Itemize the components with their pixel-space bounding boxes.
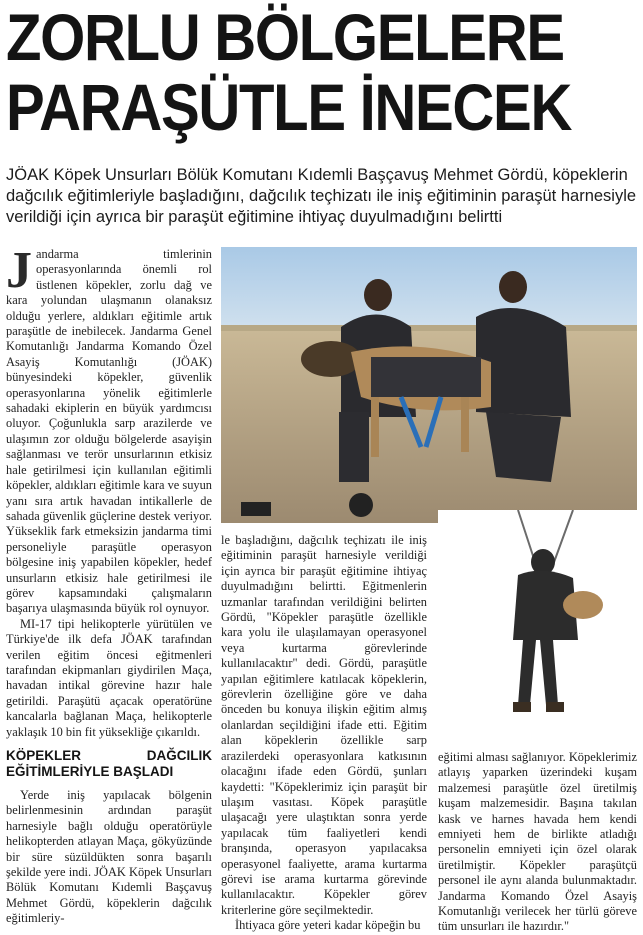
main-photo bbox=[221, 247, 637, 523]
column-left bbox=[6, 242, 212, 927]
column-right bbox=[438, 750, 637, 935]
headline-line-1: ZORLU BÖLGELERE bbox=[6, 0, 564, 74]
left-paragraph-2: MI-17 tipi helikopterle yürütülen ve Türkiye'de ilk defa JÖAK tarafından verilen eğitim öncesi eğitmenleri tarafından ekipmanları giydirilen Maça, havadan intikal görevine hazır hale getirildi. Paraşütü açacak operatörüne kancalarla bağlanan Maça, helikopterle yaklaşık 10 bin fit yüksekliğe çıkarıldı. bbox=[6, 616, 212, 739]
inset-photo bbox=[438, 510, 637, 743]
left-paragraph-3: Yerde iniş yapılacak bölgenin belirlenmesinin ardından paraşüt harnesiyle bağlı olduğu operatörüyle helikopterden atlayan Maça, gökyüzünde bir süre süzüldükten sonra başarılı şekilde yere indi. JÖAK Köpek Unsurları Bölük Komutanı Kıdemli Başçavuş Mehmet Gördü, köpeklerin dağcılık eğitimleriy- bbox=[6, 788, 212, 926]
left-paragraph-1: andarma timlerinin operasyonlarında önemli rol üstlenen köpekler, zorlu dağ ve kara yolundan ulaşmanın olanaksız olduğu yerlere, aldıkları eğitimle artık paraşütle de inebilecek. Jandarma Genel Komutanlığı Jandarma Komando Özel Asayiş Komutanlığı (JÖAK) bünyesindeki köpekler, güvenlik operasyonlarına yönelik eğitimlerle sahadaki ekiplerin en büyük yardımcısı oluyor. Çoğunlukla sarp arazilerde ve ulaşımın zor olduğu bölgelerde asayişin sağlanması ve terör unsurlarının etkisiz hale getirilmesi için kullanılan eğitimli köpekler, aldıkları eğitimle kara ve suyun yanı sıra artık havadan intikallerle de sahada güvenlik güçlerine destek veriyor. Yükseklik fark etmeksizin jandarma timi personeliyle paraşütle operasyon bölgesine iniş yapabilen köpekler, hedef unsurların etkisiz hale getirilmesi ile görev kapsamındaki çalışmaların başarıya ulaşmasında büyük rol oynuyor. bbox=[6, 247, 212, 616]
middle-paragraph-2: İhtiyaca göre yeteri kadar köpeğin bu bbox=[235, 918, 421, 933]
right-paragraph-1: eğitimi alması sağlanıyor. Köpeklerimiz atlayış yaparken üzerindeki kuşam malzemesi paraşütle özel üretilmiş kuşam malzemesidir. Başına takılan kask ve harnes havada hem kendi emniyeti hem de birlikte atladığı personelin emniyeti için özel olarak üretilmiştir. Köpekler paraşütçü personel ile aynı alanda bulunmaktadır. Jandarma Komando Özel Asayiş Komutanlığı verilecek her türlü göreve tüm unsurları ile hazırdır." bbox=[438, 750, 637, 934]
headline-line-2: PARAŞÜTLE İNECEK bbox=[6, 70, 572, 144]
dropcap: J bbox=[6, 242, 32, 299]
headline bbox=[6, 0, 572, 144]
column-middle bbox=[221, 533, 427, 934]
subheading: KÖPEKLER DAĞCILIK EĞİTİMLERİYLE BAŞLADI bbox=[6, 748, 212, 779]
spot-text: JÖAK Köpek Unsurları Bölük Komutanı Kıdemli Başçavuş Mehmet Gördü, köpeklerin dağcılık eğitimleriyle başladığını, dağcılık teçhizatı ile iniş eğitiminin paraşüt harnesiyle verildiği için ayrıca bir paraşüt eğitimine ihtiyaç duyulmadığını belirtti bbox=[6, 166, 637, 226]
middle-paragraph-1: le başladığını, dağcılık teçhizatı ile iniş eğitiminin paraşüt harnesiyle verildiği için ayrıca bir paraşüt eğitimine ihtiyaç duyulmadığını belirtti. Eğitmenlerin uzmanlar tarafından verildiğini belirten Gördü, "Köpekler paraşütle özellikle kara yolu ile ulaşılamayan operasyonel veya kurtarma görevlerinde kullanılacaktır" dedi. Gördü, paraşütle yapılan eğitimlere katılacak köpeklerin, görevlerin özelliğine göre ve daha önceden bu konuya ilişkin eğitim almış olanlardan seçildiğini ifade etti. Eğitim alan köpeklerin özellikle sarp arazilerdeki operasyonlara katkısının olacağını ifade eden Gördü, şunları kaydetti: "Köpeklerimiz için paraşüt bir ulaşım vasıtası. Köpek paraşütle ulaşacağı yere ulaştıktan sonra yerde yapılacak tüm faaliyetleri kendi branşında, operasyon yapılacaksa operasyonel faaliyette, arama kurtarma görevi ise arama kurtarma görevinde kullanılacaktır. Köpekler görev kriterlerine göre seçilmektedir. bbox=[221, 533, 427, 917]
